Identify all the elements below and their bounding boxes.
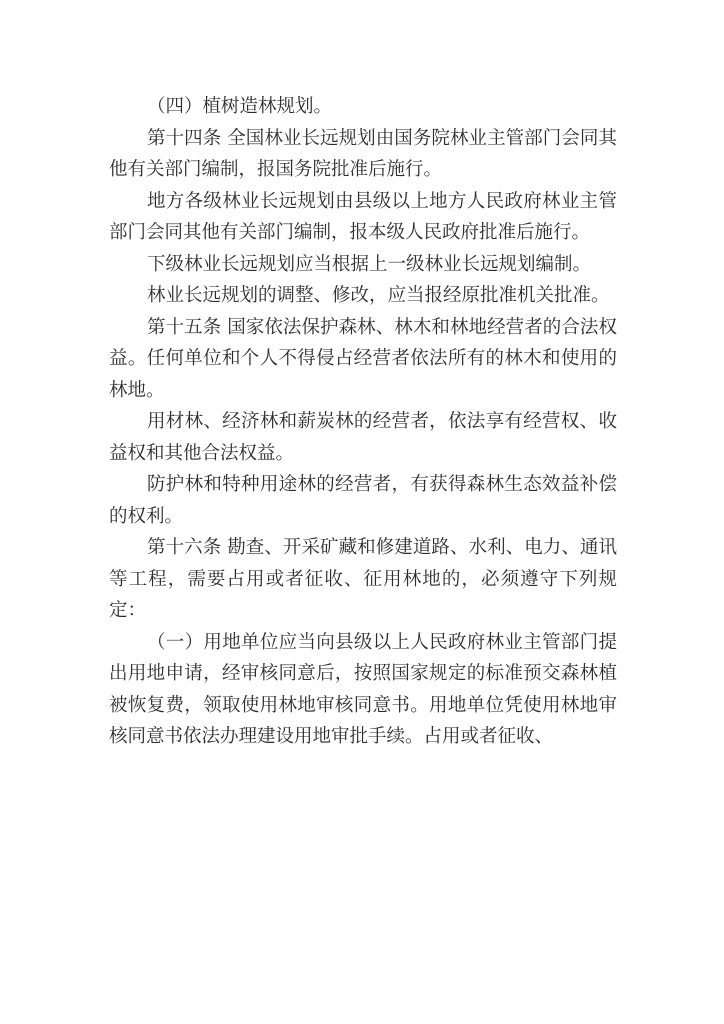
paragraph-local-plan: 地方各级林业长远规划由县级以上地方人民政府林业主管部门会同其他有关部门编制，报本级人民政府批准后施行。	[109, 190, 617, 243]
paragraph-article-14: 第十四条 全国林业长远规划由国务院林业主管部门会同其他有关部门编制，报国务院批准后施行。	[109, 127, 617, 180]
paragraph-compensation: 防护林和特种用途林的经营者，有获得森林生态效益补偿的权利。	[109, 474, 617, 527]
paragraph-lower-level-plan: 下级林业长远规划应当根据上一级林业长远规划编制。	[147, 253, 592, 275]
paragraph-article-15: 第十五条 国家依法保护森林、林木和林地经营者的合法权益。任何单位和个人不得侵占经营者依法所有的林木和使用的林地。	[109, 316, 617, 401]
paragraph-operator-rights: 用材林、经济林和薪炭林的经营者，依法享有经营权、收益权和其他合法权益。	[109, 411, 617, 464]
paragraph-plan-adjustment: 林业长远规划的调整、修改，应当报经原批准机关批准。	[147, 285, 610, 306]
paragraph-article-16: 第十六条 勘查、开采矿藏和修建道路、水利、电力、通讯等工程，需要占用或者征收、征用林地的，必须遵守下列规定：	[109, 537, 617, 621]
paragraph-item-1: （一）用地单位应当向县级以上人民政府林业主管部门提出用地申请，经审核同意后，按照国家规定的标准预交森林植被恢复费，领取使用林地审核同意书。用地单位凭使用林地审核同意书依法办理建设用地审批手续。占用或者征收、	[109, 631, 617, 747]
paragraph-planting-plan: （四）植树造林规划。	[147, 96, 333, 117]
document-body	[109, 91, 617, 753]
